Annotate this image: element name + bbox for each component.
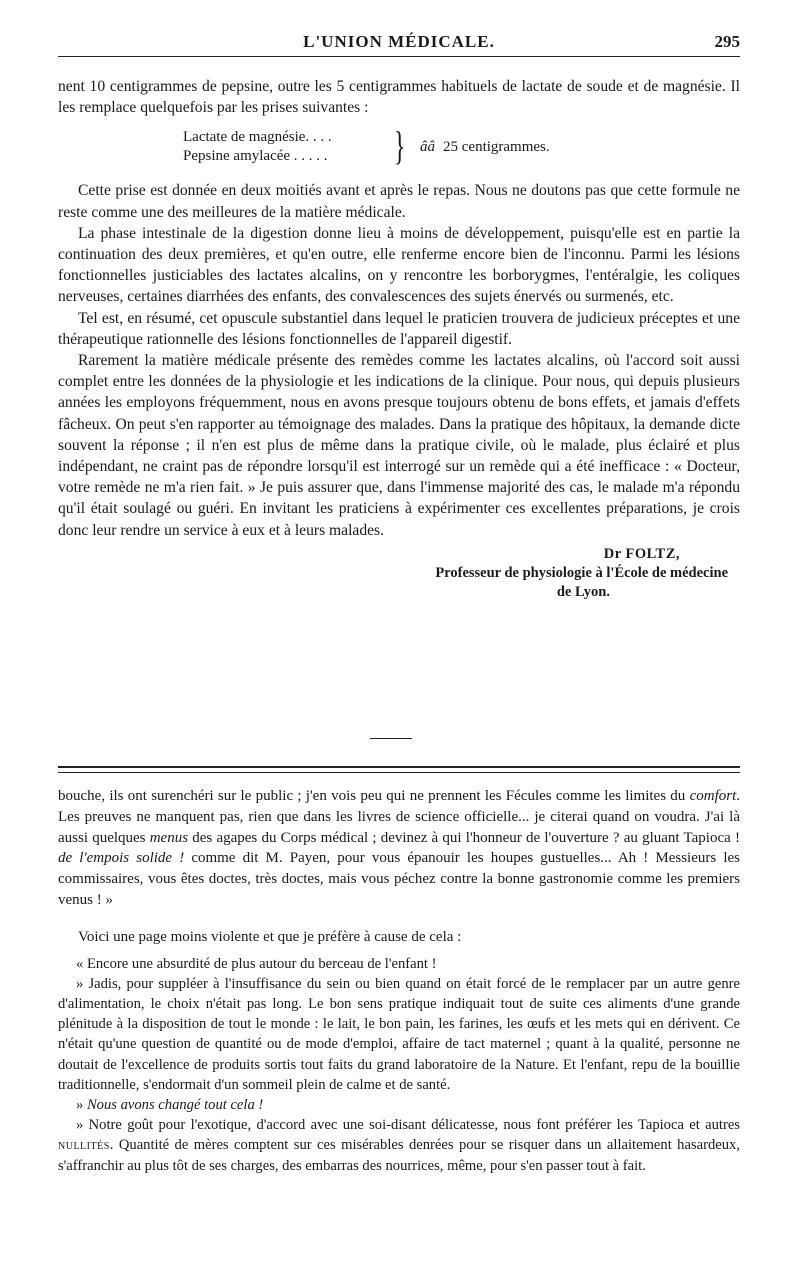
paragraph-clinical-experience: Rarement la matière médicale présente des remèdes comme les lactates alcalins, où l'accord soit aussi complet entre les données de la physiologie et les indications de la clinique. Pour nous, qui depuis plusieurs années les employons fréquemment, nous en avons presque toujours obtenu de bons effets, et jamais d'effets fâcheux. On peut s'en rapporter au témoignage des malades. Dans la pratique des hôpitaux, la demande dicte souvent la réponse ; il n'en est plus de même dans la pratique civile, où le malade, plus éclairé et plus indépendant, ne craint pas de répondre lorsqu'il est interrogé sur un remède qui a été inefficace : « Docteur, votre remède ne m'a rien fait. » Je puis assurer que, dans l'immense majorité des cas, le malade m'a répondu qu'il était soulagé ou guéri. En invitant les praticiens à expérimenter ces excellentes préparations, je crois donc leur rendre un service à eux et à leurs malades. [58, 352, 740, 539]
formula-dose [420, 138, 550, 157]
quoted-passage [58, 954, 740, 1176]
text-run: des agapes du Corps médical ; devinez à qui l'honneur de l'ouverture ? au gluant Tapioca ! [188, 829, 740, 846]
text-run: comme dit M. Payen, pour vous épanouir les houpes gustuelles... Ah ! Messieurs les commissaires, vous êtes doctes, très doctes, mais vous péchez contre la bonne gastronomie comme les premiers venus ! » [58, 850, 740, 908]
text-run: . Les preuves ne manquent pas, rien que dans les livres de science officielle... je citerai quand on voudra. J'ai là aussi quelques [58, 788, 740, 846]
page-header [58, 30, 740, 57]
formula-line-lactate: Lactate de magnésie. . . . [183, 129, 332, 146]
author-title: Professeur de physiologie à l'École de médecine [435, 564, 728, 581]
author-signature [58, 545, 740, 602]
italic-empois: de l'empois solide ! [58, 850, 185, 867]
formula-line-pepsine: Pepsine amylacée . . . . . [183, 148, 328, 165]
text-run: . Quantité de mères comptent sur ces misérables denrées pour se risquer dans un allaitement hasardeux, s'affranchir au plus tôt de ses charges, des embarras des nourrices, même, pour s'en passer tout à fait. [58, 1137, 740, 1174]
paragraph-fecules [58, 786, 740, 911]
text-run: » Notre goût pour l'exotique, d'accord avec une soi-disant délicatesse, nous font préférer les Tapioca et autres [76, 1117, 740, 1134]
paragraph-intestinal-phase: La phase intestinale de la digestion donne lieu à moins de développement, puisqu'elle est en partie la continuation des deux premières, et qu'en outre, elle renferme encore bien de l'inconnu. Parmi les lésions fonctionnelles justiciables des lactates alcalins, on y rencontre les borborygmes, l'entéralgie, les coliques nerveuses, certaines diarrhées des enfants, des convalescences des sujets énervés ou surmenés, etc. [58, 224, 740, 306]
quote-line-changed [58, 1095, 740, 1115]
feuilleton-separator [58, 766, 740, 773]
text-run: » [76, 1097, 87, 1113]
spacer [58, 911, 740, 927]
quote-paragraph-exotique [58, 1115, 740, 1176]
running-title: L'UNION MÉDICALE. [303, 32, 495, 51]
formula-aa: ââ [420, 139, 435, 156]
article-conclusion [58, 76, 740, 602]
formula-brace: } [393, 123, 406, 169]
paragraph-summary: Tel est, en résumé, cet opuscule substantiel dans lequel le praticien trouvera de judicieux préceptes et une thérapeutique rationnelle des lésions fonctionnelles de l'appareil digestif. [58, 309, 740, 348]
formula-ingredients [183, 128, 332, 166]
feuilleton-section [58, 786, 740, 1176]
author-city: de Lyon. [556, 583, 610, 600]
author-name: Dr FOLTZ, [603, 545, 680, 562]
paragraph-pepsin-dose: nent 10 centigrammes de pepsine, outre les 5 centigrammes habituels de lactate de soude et de magnésie. Il les remplace quelquefois par les prises suivantes : [58, 78, 740, 117]
smallcaps-nullites: nullités [58, 1137, 110, 1154]
quote-paragraph-jadis: » Jadis, pour suppléer à l'insuffisance du sein ou bien quand on était forcé de le remplacer par un autre genre d'alimentation, le choix n'était pas long. Le bon sens pratique indiquait tout de suite ces aliments d'une grande plénitude à la disposition de tout le monde : le lait, le bon pain, les farines, les œufs et les mets qui en dérivent. Ce n'était qu'une question de quantité ou de mode d'emploi, affaire de tact maternel ; quant à la qualité, personne ne doutait de l'excellence de produits sortis tout faits du grand laboratoire de la Nature. Et l'enfant, repu de la bouillie traditionnelle, s'endormait d'un sommeil plein de calme et de santé. [58, 975, 740, 1093]
page-number: 295 [714, 32, 740, 51]
italic-comfort: comfort [689, 788, 737, 804]
article-end-rule [370, 738, 412, 739]
text-run: bouche, ils ont surenchéri sur le public ; j'en vois peu qui ne prennent les Fécules comme les limites du [58, 788, 690, 804]
formula-dose-amount: 25 centigrammes. [443, 139, 550, 156]
italic-changed: Nous avons changé tout cela ! [86, 1097, 264, 1113]
prescription-formula [58, 123, 740, 172]
paragraph-dose-timing: Cette prise est donnée en deux moitiés avant et après le repas. Nous ne doutons pas que cette formule ne reste comme une des meilleures de la matière médicale. [58, 182, 740, 221]
italic-menus: menus [149, 829, 189, 846]
paragraph-intro-quote: Voici une page moins violente et que je préfère à cause de cela : [78, 928, 462, 945]
quote-line-absurdity: « Encore une absurdité de plus autour du berceau de l'enfant ! [76, 955, 437, 972]
